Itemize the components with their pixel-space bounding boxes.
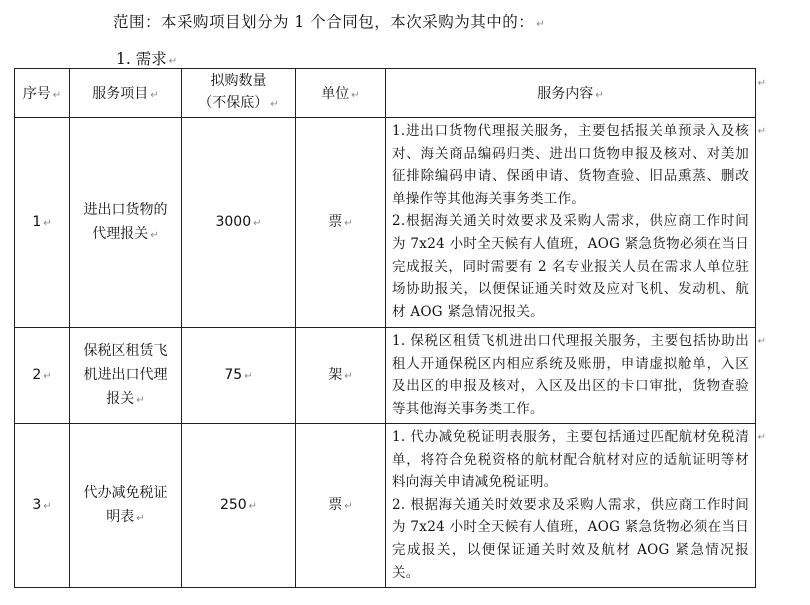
row3-qty: 250 ↵: [182, 424, 296, 588]
requirements-table: [14, 68, 756, 588]
row1-content: [386, 118, 756, 328]
row3-unit: 票 ↵: [296, 424, 386, 588]
row3-content-p1: 1. 代办减免税证明表服务，主要包括通过匹配航材免税清单，将符合免税资格的航材配合航材对应的适航证明等材料向海关申请减免税证明。: [392, 429, 749, 491]
row1-seq: 1 ↵: [15, 118, 70, 328]
row2-content: [386, 328, 756, 424]
row3-content: [386, 424, 756, 588]
row2-content-p1: 1. 保税区租赁飞机进出口代理报关服务，主要包括协助出租人开通保税区内相应系统及账册，申请虚拟舱单，入区及出区的申报及核对，入区及出区的卡口审批，货物查验等其他海关事务类工作。: [392, 333, 749, 417]
row1-unit: 票 ↵: [296, 118, 386, 328]
row1-item: 进出口货物的 代理报关 ↵: [70, 118, 182, 328]
header-unit: 单位 ↵: [296, 69, 386, 118]
row3-seq: 3 ↵: [15, 424, 70, 588]
row1-content-p1: 1.进出口货物代理报关服务，主要包括报关单预录入及核对、海关商品编码归类、进出口货物申报及核对、对美加征排除编码申请、保函申请、货物查验、旧品熏蒸、删改单操作等其他海关事务类工作。: [392, 123, 749, 207]
cell-mark-icon: ↵: [52, 90, 62, 101]
paragraph-mark-icon: ↵: [536, 19, 546, 30]
scope-text: 范围：本采购项目划分为 1 个合同包，本次采购为其中的：: [113, 13, 535, 31]
cell-mark-icon: ↵: [595, 90, 604, 101]
row-end-mark-icon: ↵: [757, 78, 766, 89]
cell-mark-icon: ↵: [351, 90, 360, 101]
row3-item: 代办减免税证 明表 ↵: [70, 424, 182, 588]
section-title-text: 1. 需求: [116, 50, 167, 68]
cell-mark-icon: ↵: [270, 99, 279, 110]
row1-qty: 3000 ↵: [182, 118, 296, 328]
section-title: [116, 47, 177, 69]
row-end-mark-icon: ↵: [757, 126, 766, 137]
row2-seq: 2 ↵: [15, 328, 70, 424]
row-end-mark-icon: ↵: [757, 336, 766, 347]
scope-statement: [113, 10, 545, 32]
paragraph-mark-icon: ↵: [168, 56, 178, 67]
row-end-mark-icon: ↵: [757, 432, 766, 443]
table-row: [15, 424, 756, 588]
table-row: [15, 328, 756, 424]
row3-content-p2: 2. 根据海关通关时效要求及采购人需求，供应商工作时间为 7x24 小时全天候有人值班，AOG 紧急货物必须在当日完成报关，以便保证通关时效及航材 AOG 紧急情况报关。: [392, 496, 749, 581]
row2-qty: 75 ↵: [182, 328, 296, 424]
header-content: 服务内容 ↵: [386, 69, 756, 118]
header-seq: 序号 ↵: [15, 69, 70, 118]
header-qty: 拟购数量 （不保底） ↵: [182, 69, 296, 118]
row2-unit: 架 ↵: [296, 328, 386, 424]
cell-mark-icon: ↵: [150, 90, 159, 101]
header-item: 服务项目 ↵: [70, 69, 182, 118]
row1-content-p2: 2.根据海关通关时效要求及采购人需求，供应商工作时间为 7x24 小时全天候有人值班，AOG 紧急货物必须在当日完成报关，同时需要有 2 名专业报关人员在需求人单位驻场协助报关，以便保证通关时效及应对飞机、发动机、航材 AOG 紧急情况报关。: [392, 213, 749, 320]
table-row: [15, 118, 756, 328]
row2-item: 保税区租赁飞 机进出口代理 报关 ↵: [70, 328, 182, 424]
table-header-row: [15, 69, 756, 118]
